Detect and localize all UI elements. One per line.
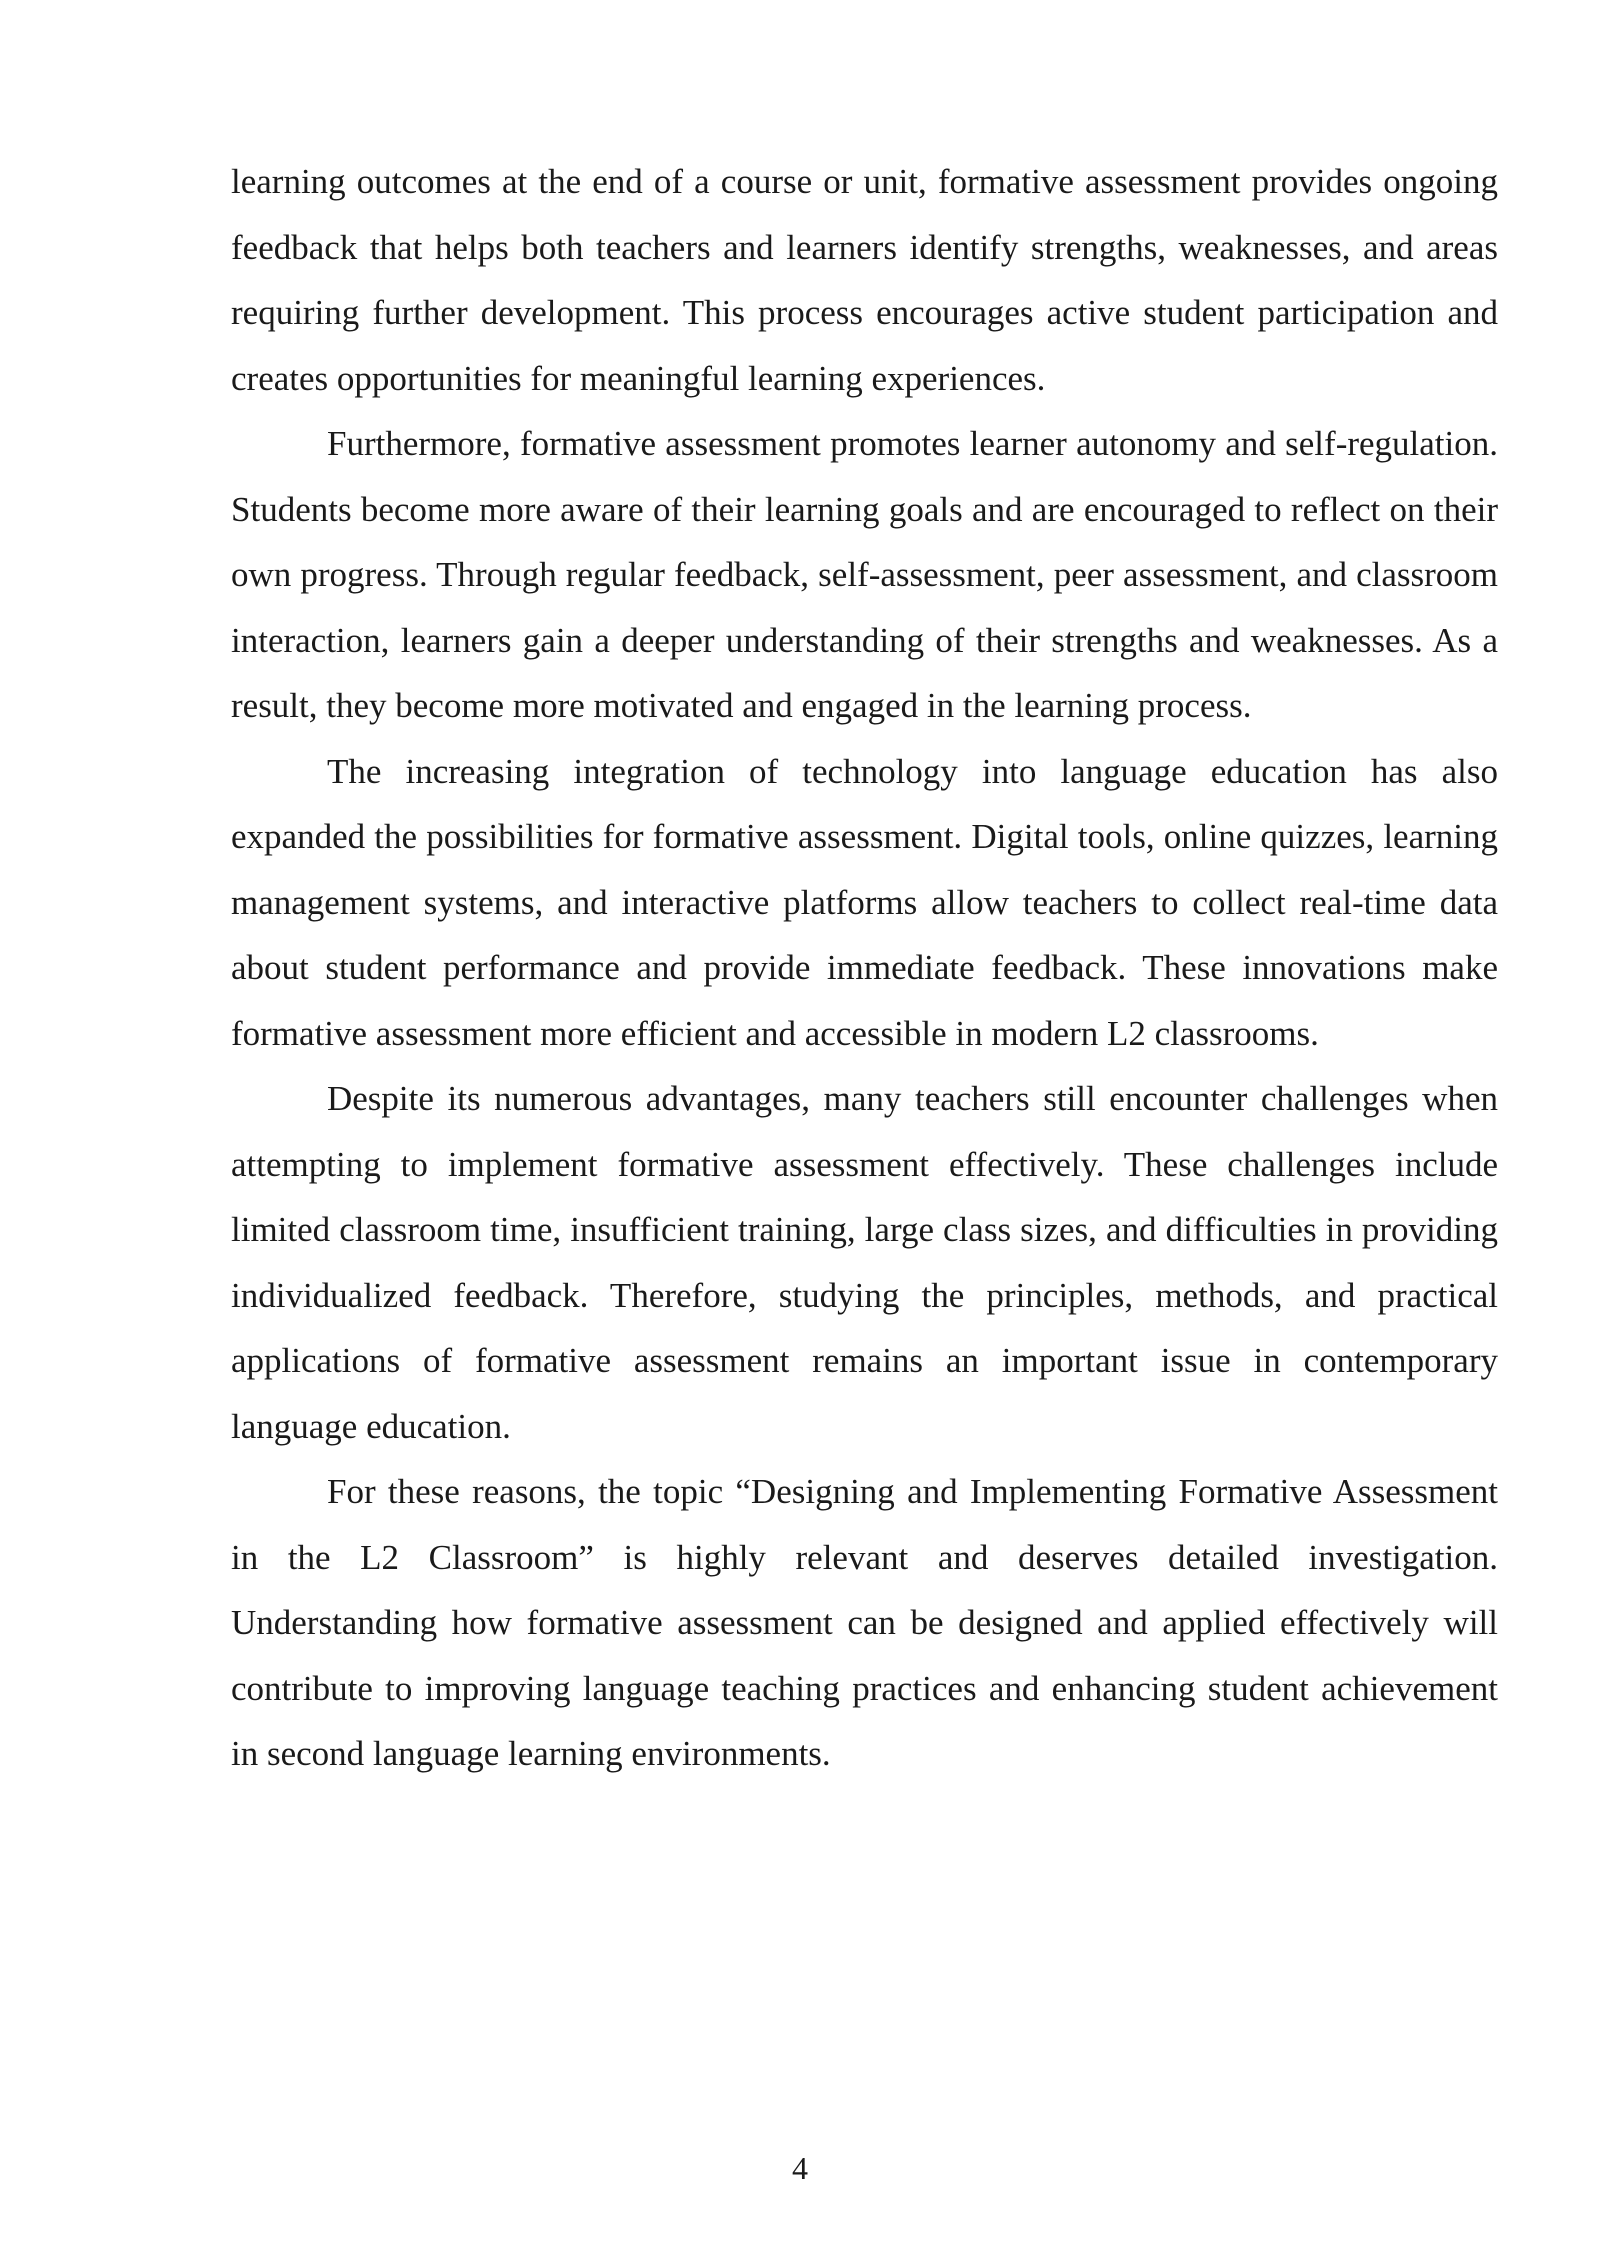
paragraph-learner-autonomy: Furthermore, formative assessment promotes learner autonomy and self-regulation. Students become more aware of their learning goals and are encouraged to reflect on their own progress. Through regular feedback, self-assessment, peer assessment, and classroom interaction, learners gain a deeper understanding of their strengths and weaknesses. As a result, they become more motivated and engaged in the learning process. [231, 424, 1498, 725]
paragraph-topic-relevance: For these reasons, the topic “Designing and Implementing Formative Assessment in the L2 Classroom” is highly relevant and deserves detailed investigation. Understanding how formative assessment can be designed and applied effectively will contribute to improving language teaching practices and enhancing student achievement in second language learning environments. [231, 1472, 1498, 1773]
paragraph-technology-integration: The increasing integration of technology into language education has also expanded the possibilities for formative assessment. Digital tools, online quizzes, learning management systems, and interactive platforms allow teachers to collect real-time data about student performance and provide immediate feedback. These innovations make formative assessment more efficient and accessible in modern L2 classrooms. [231, 751, 1498, 1053]
body-text [231, 149, 1498, 1787]
paragraph-challenges: Despite its numerous advantages, many teachers still encounter challenges when attempting to implement formative assessment effectively. These challenges include limited classroom time, insufficient training, large class sizes, and difficulties in providing individualized feedback. Therefore, studying the principles, methods, and practical applications of formative assessment remains an important issue in contemporary language education. [231, 1079, 1498, 1446]
paragraph-continuation: learning outcomes at the end of a course or unit, formative assessment provides ongoing feedback that helps both teachers and learners identify strengths, weaknesses, and areas requiring further development. This process encourages active student participation and creates opportunities for meaningful learning experiences. [231, 162, 1498, 398]
page-number: 4 [792, 2150, 808, 2186]
